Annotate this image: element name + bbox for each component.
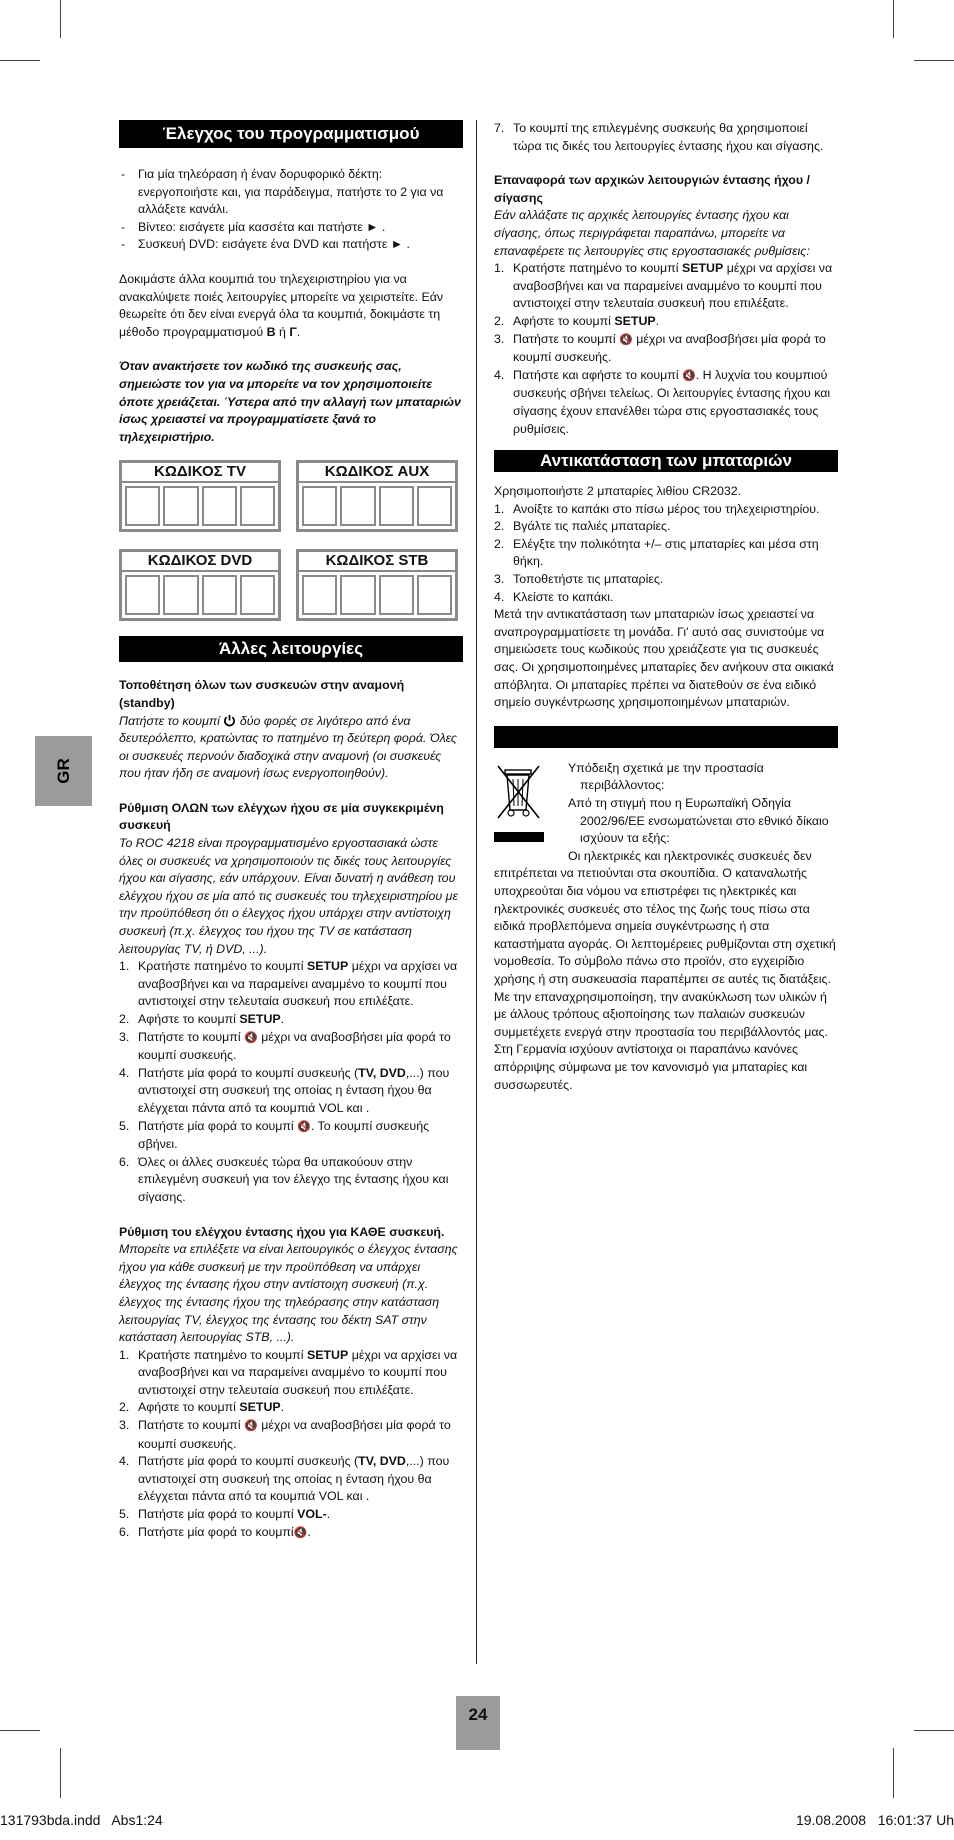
vol-each-steps — [119, 1347, 463, 1543]
code-box-dvd[interactable] — [119, 549, 281, 621]
list-item: 3. Τοποθετήστε τις μπαταρίες. — [494, 572, 664, 587]
column-divider — [476, 120, 477, 1664]
standby-title: Τοποθέτηση όλων των συσκευών στην αναμονή (standby) — [119, 678, 405, 710]
right-column — [494, 120, 838, 1094]
code-box-stb[interactable] — [296, 549, 458, 621]
language-tab-label: GR — [53, 758, 73, 784]
code-box-aux[interactable] — [296, 460, 458, 532]
vol-all-steps — [119, 958, 463, 1206]
env-body: Οι ηλεκτρικές και ηλεκτρονικές συσκευές δεν επιτρέπεται να πετιούνται στα σκουπίδια. Ο καταναλωτής υποχρεούται δια νόμου να επιστρέφει τις ηλεκτρικές και ηλεκτρονικές συσκευές στο τέλος της ζωής τους πίσω στα ειδικά προβλεπόμενα σημεία συγκέντρωσης ή στα καταστήματα αγοράς. Οι λεπτομέρειες ρυθμίζονται στη σχετική νομοθεσία. Το σύμβολο πάνω στο προϊόν, στο εγχειρίδιο χρήσης ή στη συσκευασία παραπέμπει σε αυτές τις διατάξεις. Με την επαναχρησιμοποίηση, την ανακύκλωση των υλικών ή με άλλους τρόπους αξιοποίησης των παλαιών συσκευών συμμετέχετε ενεργά στην προστασία του περιβάλλοντός μας. Στη Γερμανία ισχύουν αντίστοιχα οι παραπάνω κανόνες απόρριψης σύμφωνα με τον κανονισμό για μπαταρίες και συσσωρευτές. — [494, 848, 836, 1092]
list-item: 2. Αφήστε το κουμπί SETUP. — [119, 1012, 285, 1026]
page-number-box — [456, 1696, 500, 1750]
step-seven — [494, 120, 838, 155]
section-heading-other-functions: Άλλες λειτουργίες — [119, 636, 463, 662]
list-item: 1. Κρατήστε πατημένο το κουμπί SETUP μέχρι να αρχίσει να αναβοσβήνει και να παραμείνει αναμμένο το κουμπί που αντιστοιχεί στην τελευταία συσκευή που επιλέξατε. — [494, 261, 833, 311]
vol-all-intro: Το ROC 4218 είναι προγραμματισμένο εργοστασιακά ώστε όλες οι συσκευές να χρησιμοποιούν τις δικές τους λειτουργίες ήχου και σίγασης, εάν υπάρχουν. Είναι δυνατή η ανάθεση του ελέγχου ήχου σε μία από τις συσκευές του τηλεχειριστηρίου με την προϋπόθεση ότι ο έλεγχος ήχου υπάρχει στην αντίστοιχη συσκευή (π.χ. έλεγχος του ήχου της TV σε κατάσταση λειτουργίας TV, ή DVD, ...). — [119, 836, 458, 956]
vol-each-title: Ρύθμιση του ελέγχου έντασης ήχου για ΚΑΘΕ συσκευή. — [119, 1224, 445, 1239]
env-intro-line: Από τη στιγμή που η Ευρωπαϊκή Οδηγία 2002/96/ΕΕ ενσωματώνεται στο εθνικό δίκαιο ισχύουν τα εξής: — [568, 796, 829, 846]
mute-icon: 🔇 — [244, 1031, 258, 1044]
slug-right: 19.08.2008 16:01:37 Uh — [795, 1812, 954, 1828]
section-heading-battery: Αντικατάσταση των μπαταριών — [494, 450, 838, 472]
crop-mark — [60, 0, 61, 38]
restore-title: Επαναφορά των αρχικών λειτουργιών έντασης ήχου / σίγασης — [494, 173, 810, 205]
code-boxes — [119, 460, 463, 630]
crop-mark — [914, 1730, 954, 1731]
power-icon — [223, 714, 236, 727]
mute-icon: 🔇 — [682, 369, 696, 382]
mute-icon: 🔇 — [619, 333, 633, 346]
code-box-tv[interactable] — [119, 460, 281, 532]
crop-mark — [0, 1730, 40, 1731]
list-item: 5. Πατήστε μία φορά το κουμπί 🔇. Το κουμπί συσκευής σβήνει. — [119, 1118, 430, 1152]
code-note: Όταν ανακτήσετε τον κωδικό της συσκευής σας, σημειώστε τον για να μπορείτε να τον χρησιμοποιείτε όποτε χρειάζεται. Ύστερα από την αλλαγή των μπαταριών ίσως χρειαστεί να προγραμματίσετε ξανά το τηλεχειριστήριο. — [119, 359, 461, 444]
list-item: 4. Πατήστε μία φορά το κουμπί συσκευής (TV, DVD,...) που αντιστοιχεί στη συσκευή της οποίας η ένταση ήχου θα ελέγχεται πάντα από τα κουμπιά VOL και . — [119, 1454, 450, 1504]
standby-text: Πατήστε το κουμπί δύο φορές σε λιγότερο από ένα δευτερόλεπτο, κρατώντας το πατημένο τη δεύτερη φορά. Όλες οι συσκευές περνούν διαδοχικά στην αναμονή (οι συσκευές που ήταν ήδη σε αναμονή ίσως ενεργοποιηθούν). — [119, 713, 457, 781]
list-item: 1. Ανοίξτε το καπάκι στο πίσω μέρος του τηλεχειριστηρίου. — [494, 501, 820, 516]
crop-mark — [914, 60, 954, 61]
mute-icon: 🔇 — [297, 1120, 311, 1133]
code-box-label: ΚΩΔΙΚΟΣ AUX — [299, 463, 455, 483]
test-list — [119, 166, 463, 254]
list-item: 4. Κλείστε το καπάκι. — [494, 589, 614, 604]
code-box-label: ΚΩΔΙΚΟΣ TV — [122, 463, 278, 483]
language-tab — [35, 736, 92, 806]
crossed-bin-icon — [494, 762, 544, 848]
code-box-label: ΚΩΔΙΚΟΣ DVD — [122, 552, 278, 572]
restore-intro: Εάν αλλάξατε τις αρχικές λειτουργίες έντασης ήχου και σίγασης, όπως περιγράφεται παραπάνω, μπορείτε να επαναφέρετε τις λειτουργίες στις εργοστασιακές ρυθμίσεις: — [494, 208, 810, 258]
crop-mark — [893, 1748, 894, 1798]
list-item: 7. Το κουμπί της επιλεγμένης συσκευής θα χρησιμοποιεί τώρα τις δικές του λειτουργίες έντασης ήχου και σίγασης. — [494, 121, 824, 153]
environment-notice — [494, 760, 838, 1094]
mute-icon: 🔇 — [293, 1526, 308, 1539]
page-number: 24 — [468, 1705, 488, 1724]
list-item: 5. Πατήστε μία φορά το κουμπί VOL-. — [119, 1507, 331, 1522]
list-item: - Βίντεο: εισάγετε μία κασσέτα και πατήστε ► . — [119, 219, 463, 237]
list-item: 4. Πατήστε και αφήστε το κουμπί 🔇. Η λυχνία του κουμπιού συσκευής σβήνει τελείως. Οι λειτουργίες έντασης ήχου και σίγασης έχουν επανέλθει τώρα στις εργοστασιακές τους ρυθμίσεις. — [494, 367, 831, 436]
list-item: 3. Πατήστε το κουμπί 🔇 μέχρι να αναβοσβήσει μία φορά το κουμπί συσκευής. — [119, 1029, 451, 1063]
vol-all-title: Ρύθμιση ΟΛΩΝ των ελέγχων ήχου σε μία συγκεκριμένη συσκευή — [119, 800, 444, 833]
restore-steps — [494, 260, 838, 438]
list-item: 2. Ελέγξτε την πολικότητα +/– στις μπαταρίες και μέσα στη θήκη. — [494, 536, 819, 569]
list-item: 1. Κρατήστε πατημένο το κουμπί SETUP μέχρι να αρχίσει να αναβοσβήνει και να παραμείνει αναμμένο το κουμπί που αντιστοιχεί στην τελευταία συσκευή που επιλέξατε. — [119, 959, 458, 1009]
list-item: 3. Πατήστε το κουμπί 🔇 μέχρι να αναβοσβήσει μία φορά το κουμπί συσκευής. — [494, 331, 826, 365]
section-heading-programming-check: Έλεγχος του προγραμματισμού — [119, 120, 463, 148]
battery-intro: Χρησιμοποιήστε 2 μπαταρίες λιθίου CR2032. — [494, 484, 742, 499]
battery-steps — [494, 501, 838, 607]
vol-each-intro: Μπορείτε να επιλέξετε να είναι λειτουργικός ο έλεγχος έντασης ήχου για κάθε συσκευή με την προϋπόθεση να υπάρχει έλεγχος της έντασης ήχου στην αντίστοιχη συσκευή (π.χ. έλεγχος της έντασης ήχου της τηλεόρασης στην κατάσταση λειτουργίας TV, έλεγχος της έντασης του δέκτη SAT στην κατάσταση λειτουργίας STB, ...). — [119, 1242, 458, 1345]
mute-icon: 🔇 — [244, 1420, 258, 1433]
list-item: 3. Πατήστε το κουμπί 🔇 μέχρι να αναβοσβήσει μία φορά το κουμπί συσκευής. — [119, 1418, 451, 1451]
code-box-label: ΚΩΔΙΚΟΣ STB — [299, 552, 455, 572]
list-item: 2. Βγάλτε τις παλιές μπαταρίες. — [494, 519, 671, 534]
blank-heading-bar — [494, 726, 838, 748]
list-item: 4. Πατήστε μία φορά το κουμπί συσκευής (TV, DVD,...) που αντιστοιχεί στη συσκευή της οποίας η ένταση ήχου θα ελέγχεται πάντα από τα κουμπιά VOL και . — [119, 1065, 450, 1115]
slug-left: 131793bda.indd Abs1:24 — [0, 1812, 163, 1828]
list-item: 1. Κρατήστε πατημένο το κουμπί SETUP μέχρι να αρχίσει να αναβοσβήνει και να παραμείνει αναμμένο το κουμπί που αντιστοιχεί στην τελευταία συσκευή που επιλέξατε. — [119, 1347, 458, 1397]
list-item: 2. Αφήστε το κουμπί SETUP. — [119, 1400, 285, 1415]
left-column — [119, 120, 463, 1542]
crop-mark — [60, 1748, 61, 1798]
try-paragraph: Δοκιμάστε άλλα κουμπιά του τηλεχειριστηρίου για να ανακαλύψετε ποιές λειτουργίες μπορείτε να χειριστείτε. Εάν θεωρείτε ότι δεν είναι ενεργά όλα τα κουμπιά, δοκιμάστε τη μέθοδο προγραμματισμού B ή Γ. — [119, 271, 444, 339]
battery-after: Μετά την αντικατάσταση των μπαταριών ίσως χρειαστεί να αναπρογραμματίσετε τη μονάδα. Γι' αυτό σας συνιστούμε να σημειώσετε τους κωδικούς που χρειάζεστε για τις συσκευές σας. Οι χρησιμοποιημένες μπαταρίες δεν ανήκουν στα οικιακά απόβλητα. Οι μπαταρίες πρέπει να διατεθούν σε ένα ειδικό σημείο συγκέντρωσης χρησιμοποιημένων μπαταριών. — [494, 607, 834, 710]
crop-mark — [893, 0, 894, 38]
list-item: 2. Αφήστε το κουμπί SETUP. — [494, 313, 660, 328]
list-item: 6. Όλες οι άλλες συσκευές τώρα θα υπακούουν στην επιλεγμένη συσκευή για τον έλεγχο της έντασης ήχου και σίγασης. — [119, 1154, 449, 1204]
list-item: - Για μία τηλεόραση ή έναν δορυφορικό δέκτη: ενεργοποιήστε και, για παράδειγμα, πατήστε το 2 για να αλλάξετε κανάλι. — [119, 166, 463, 219]
list-item: - Συσκευή DVD: εισάγετε ένα DVD και πατήστε ► . — [119, 236, 463, 254]
crop-mark — [0, 60, 40, 61]
env-intro-line: Υπόδειξη σχετικά με την προστασία περιβάλλοντος: — [568, 760, 764, 793]
list-item: 6. Πατήστε μία φορά το κουμπί🔇. — [119, 1524, 311, 1539]
